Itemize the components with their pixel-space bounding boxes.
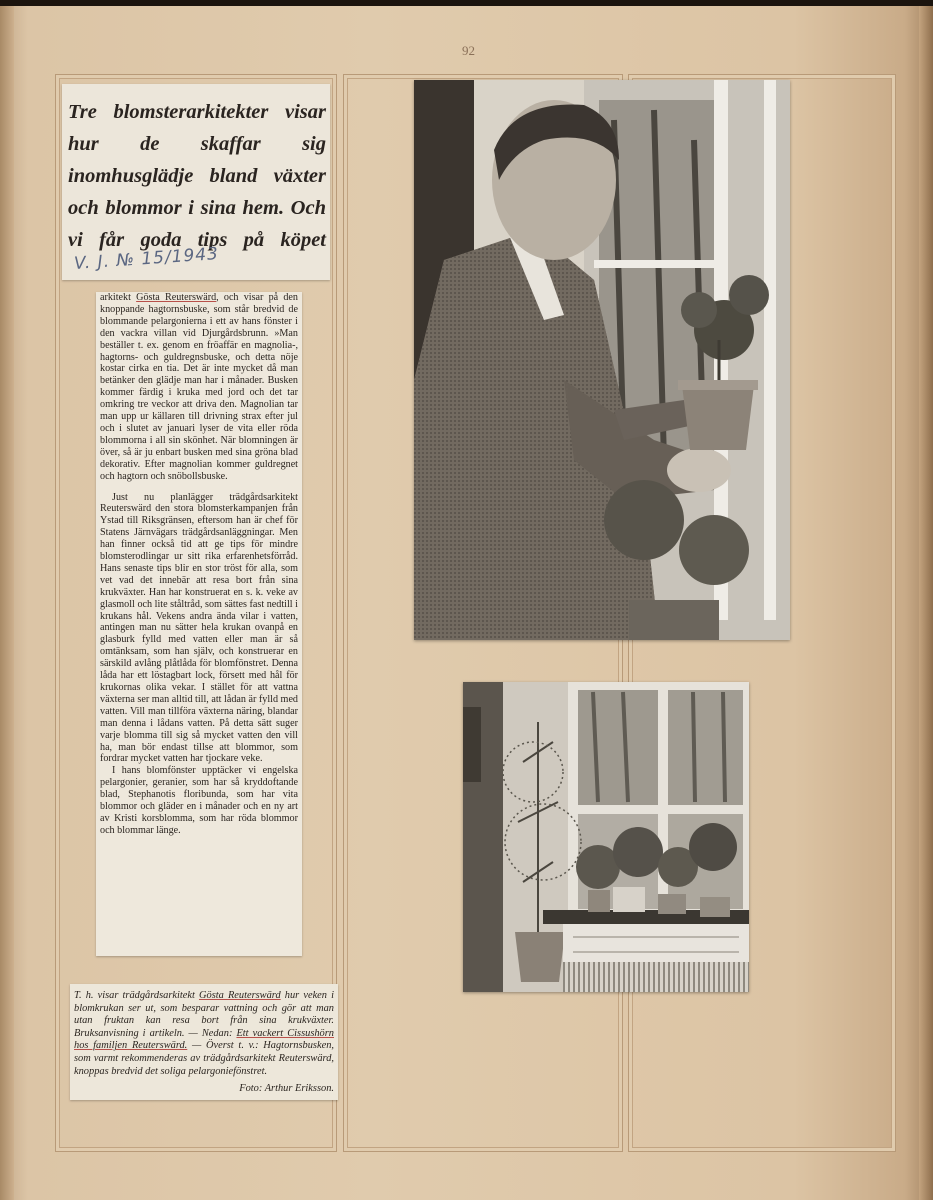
article-paragraph-2: Just nu planlägger trädgårdsarkitekt Reuterswärd den stora blomsterkampanjen från Ystad till Riksgränsen, eftersom han är chef för Statens Järnvägars trädgårdsanläggningar. Men han finner också tid att ge tips för mindre blomsterodlingar ur sitt rika erfarenhetsförråd. Hans senaste tips blir en stor tröst för alla, som vet vad det innebär att resa bort från sina krukväxter. Han har konstruerat en s. k. veke av glasmoll och lite ståltråd, som sättes fast nedtill i krukans hål. Vekens andra ända vilar i vatten, antingen man nu sätter hela krukan ovanpå en glasburk fylld med vatten eller man är så omtänksam, som han själv, och konstruerar en särskild avlång plåtlåda för blomfönstret. Denna låda har ett löstagbart lock, försett med hål för krukornas olika vekar. I stället för att vattna växterna ser man alltid till, att lådan är fylld med vatten. Vill man tillföra växterna näring, blandar man denna i lådans vatten. På detta sätt suger varje blomma till sig så mycket vatten den vill ha, man bör endast tillse att blommor, som fordrar mycket vatten har tjockare veke. — [100, 491, 298, 765]
underlined-name: Gösta Reuterswärd — [136, 292, 217, 303]
article-paragraph-1: arkitekt Gösta Reuterswärd, och visar på den knoppande hagtornsbuske, som står bredvid de blommande pelargonierna i ett av hans fönster i den vackra villan vid Djurgårdsbrunn. »Man beställer t. ex. genom en fröaffär en magnolia-, hagtorns- och guldregnsbuske, och detta nöje kostar cirka en tia. Det är inte mycket då man betänker den glädje man har i månader. Busken kommer färdig i kruka med jord och det tar omkring tre veckor att driva den. Magnolian tar man upp ur källaren till drivning strax efter jul och i slutet av januari lyser de vita eller röda blommorna i all sin skönhet. När blomningen är över, så är ju enbart busken med sina gröna blad dekorativ. Efter magnolian kommer guldregnet och hagtorn och snöbollsbuske. — [100, 292, 298, 482]
article-clipping — [96, 292, 302, 956]
photo-man-image — [414, 80, 790, 640]
caption-underlined-place: Ett vackert Cissushörn hos familjen Reuterswärd. — [74, 1027, 334, 1052]
caption-clipping — [70, 984, 338, 1100]
page-number: 92 — [462, 43, 475, 58]
headline-clipping — [62, 84, 330, 280]
caption-underlined-name: Gösta Reuterswärd — [199, 990, 281, 1001]
handwritten-note: V. J. № 15/1943 — [73, 243, 220, 275]
photo-flower-window — [463, 682, 749, 992]
photo-credit: Foto: Arthur Eriksson. — [239, 1083, 334, 1094]
photo-window-image — [463, 682, 749, 992]
scrapbook-page — [0, 6, 933, 1200]
caption-text: T. h. visar trädgårdsarkitekt Gösta Reuterswärd hur veken i blomkrukan ser ut, som besparar vattning och gör att man utan fruktan kan resa bort från sina krukväxter. Bruksanvisning i artikeln. — Nedan: Ett vackert Cissushörn hos familjen Reuterswärd. — Överst t. v.: Hagtornsbusken, som varmt rekommenderas av trädgårdsarkitekt Reuterswärd, knoppas bredvid det soliga pelargoniefönstret. — [74, 990, 334, 1077]
photo-man-with-flowerpot — [414, 80, 790, 640]
article-paragraph-3: I hans blomfönster upptäcker vi engelska pelargonier, geranier, som har så kryddoftande blad, Stephanotis floribunda, som har vita blommor och gläder en i månader och en ny art av Kristi korsblomma, som har röda blommor och blommar länge. — [100, 765, 298, 836]
headline-text: Tre blomsterarkitekter visar hur de skaffar sig inomhusglädje bland växter och blommor i sina hem. Och vi får goda tips på köpet — [68, 101, 326, 251]
